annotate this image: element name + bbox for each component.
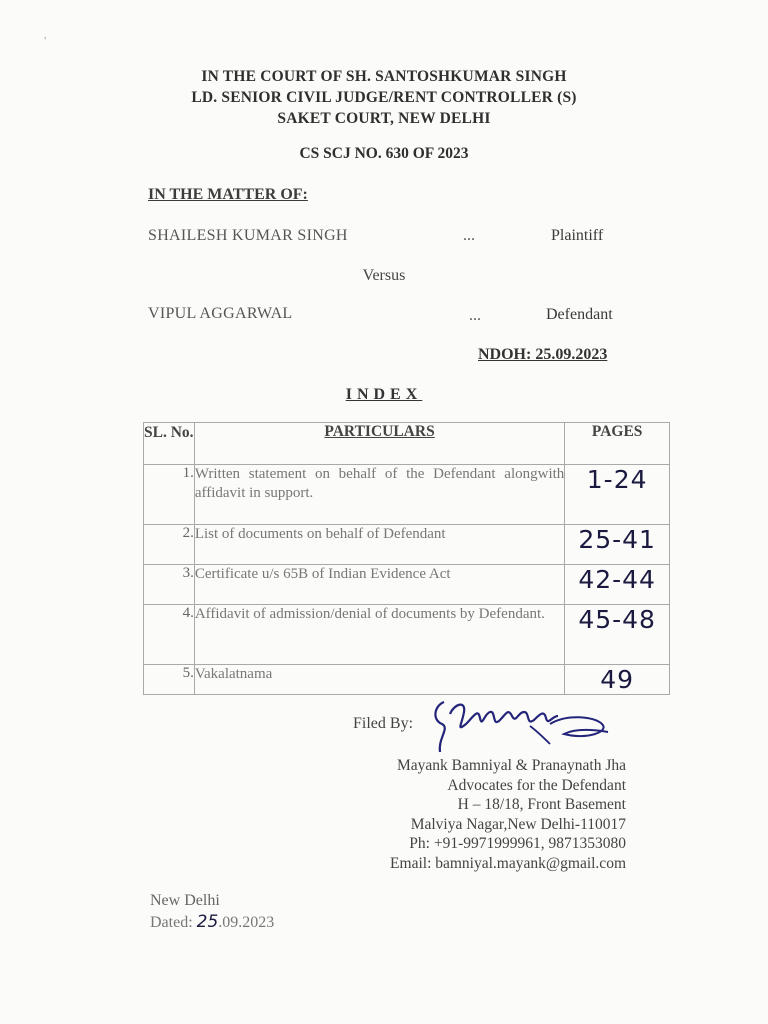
advocate-signature [426, 694, 616, 756]
table-row [144, 465, 670, 525]
court-heading [0, 66, 768, 129]
row-particulars: Written statement on behalf of the Defendant alongwith affidavit in support. [194, 465, 564, 525]
advocate-address-1: H – 18/18, Front Basement [457, 796, 626, 813]
index-table-header [144, 423, 670, 465]
dated-label: Dated: [150, 914, 193, 931]
table-row [144, 565, 670, 605]
advocate-block [340, 756, 626, 873]
dated-rest: .09.2023 [218, 914, 275, 931]
plaintiff-name: SHAILESH KUMAR SINGH [148, 227, 348, 244]
row-pages-handwritten: 25-41 [565, 525, 670, 565]
advocate-email: Email: bamniyal.mayank@gmail.com [390, 854, 626, 872]
date-line [150, 912, 274, 932]
header-sl-no: SL. No. [144, 423, 195, 465]
advocate-designation: Advocates for the Defendant [447, 776, 626, 794]
row-sl: 3. [144, 565, 195, 605]
dated-day-handwritten: 25 [196, 912, 219, 932]
header-particulars: PARTICULARS [194, 423, 564, 465]
row-particulars: Vakalatnama [194, 665, 564, 695]
row-sl: 4. [144, 605, 195, 665]
scan-speck: , [44, 30, 47, 41]
matter-heading: IN THE MATTER OF: [148, 186, 308, 203]
advocate-phone: Ph: +91-9971999961, 9871353080 [409, 835, 626, 852]
row-pages-handwritten: 42-44 [565, 565, 670, 605]
versus-label: Versus [362, 267, 406, 284]
table-row [144, 605, 670, 665]
advocate-address-2: Malviya Nagar,New Delhi-110017 [410, 815, 626, 833]
plaintiff-role: Plaintiff [551, 227, 604, 244]
header-pages: PAGES [565, 423, 670, 465]
table-row [144, 665, 670, 695]
court-line-1: IN THE COURT OF SH. SANTOSHKUMAR SINGH [201, 68, 567, 85]
index-table [143, 422, 670, 695]
defendant-dots: ... [469, 307, 481, 324]
row-pages-handwritten: 45-48 [565, 605, 670, 665]
advocate-names: Mayank Bamniyal & Pranaynath Jha [396, 757, 626, 774]
plaintiff-dots: ... [463, 227, 475, 244]
court-line-3: SAKET COURT, NEW DELHI [277, 110, 491, 127]
defendant-name: VIPUL AGGARWAL [148, 305, 293, 322]
case-number: CS SCJ NO. 630 OF 2023 [299, 145, 469, 162]
table-row [144, 525, 670, 565]
row-pages-handwritten: 49 [565, 665, 670, 695]
place: New Delhi [150, 892, 220, 909]
row-particulars: Affidavit of admission/denial of documents by Defendant. [194, 605, 564, 665]
row-sl: 1. [144, 465, 195, 525]
court-line-2: LD. SENIOR CIVIL JUDGE/RENT CONTROLLER (S) [191, 89, 577, 106]
index-title: INDEX [345, 386, 423, 403]
row-sl: 5. [144, 665, 195, 695]
row-sl: 2. [144, 525, 195, 565]
row-particulars: List of documents on behalf of Defendant [194, 525, 564, 565]
next-date-of-hearing: NDOH: 25.09.2023 [478, 346, 608, 363]
filed-by-label: Filed By: [353, 715, 414, 732]
defendant-role: Defendant [546, 306, 613, 323]
row-particulars: Certificate u/s 65B of Indian Evidence Act [194, 565, 564, 605]
row-pages-handwritten: 1-24 [565, 465, 670, 525]
